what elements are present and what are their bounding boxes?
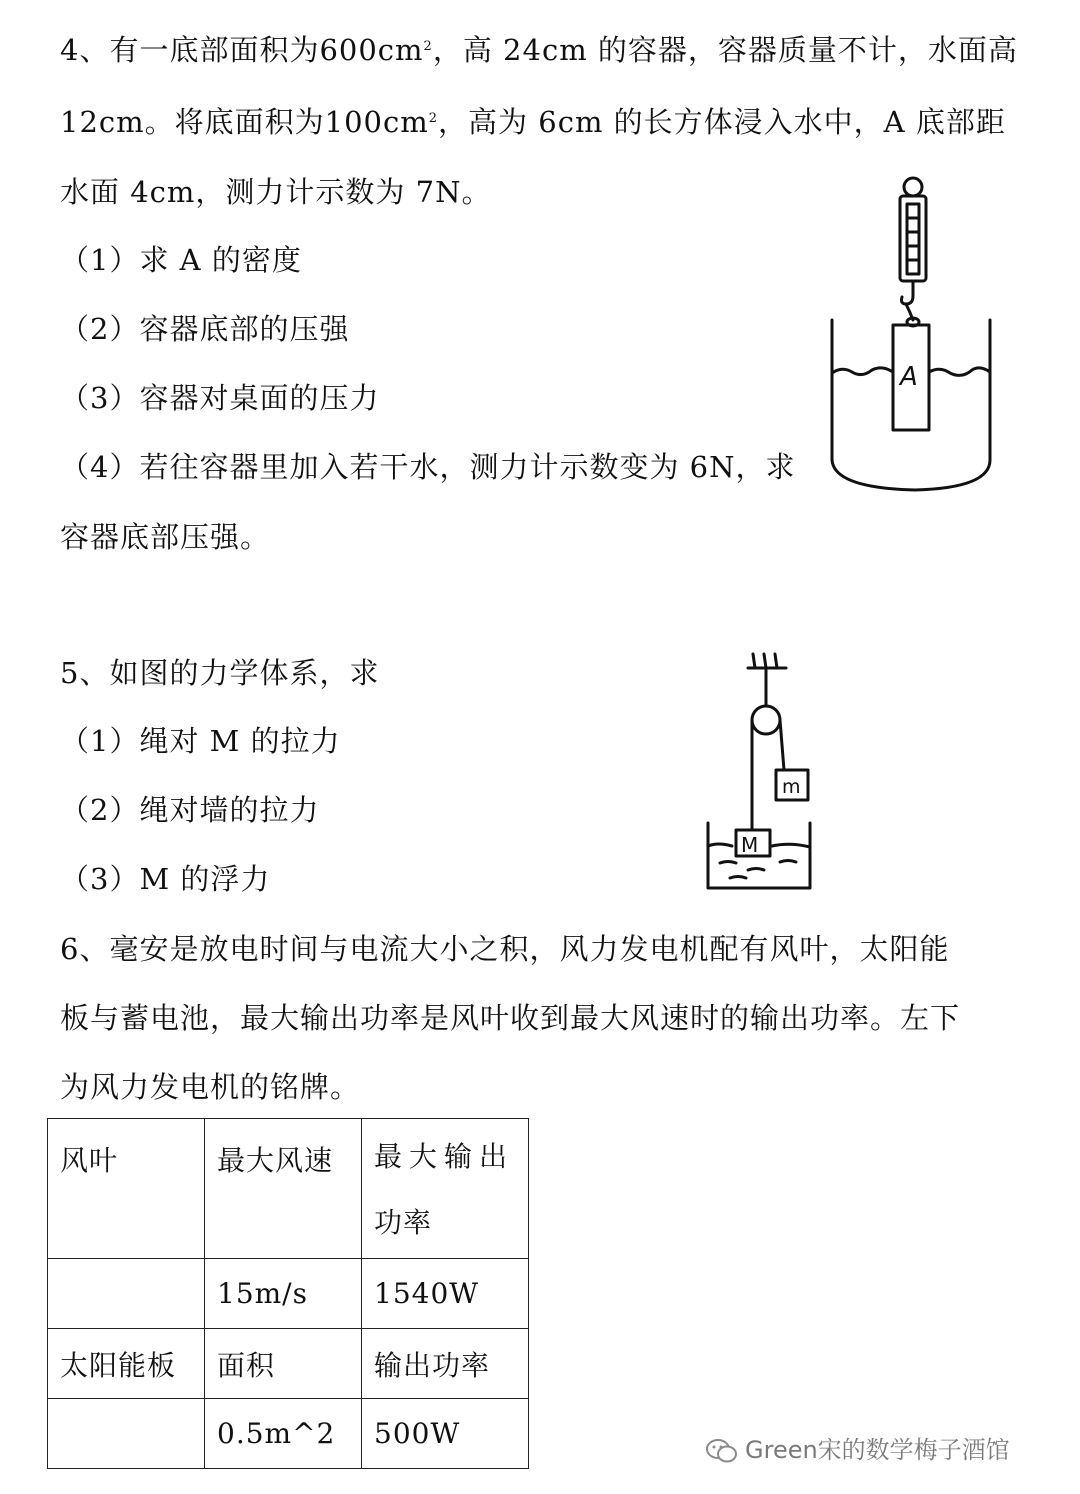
q4-superscript-2: 2 (428, 111, 439, 126)
q4-line-3: 水面 4cm，测力计示数为 7N。 (60, 175, 492, 209)
q4-line-1-part-b: ，高 24cm 的容器，容器质量不计，水面高 (432, 33, 1018, 67)
q4-line-1 (60, 32, 1018, 68)
rope-to-m-small (780, 720, 784, 770)
q4-line-2 (60, 104, 1006, 140)
container-wall (832, 320, 990, 490)
table-cell-line: 功率 (374, 1206, 433, 1239)
q4-line-1-part-a: 4、有一底部面积为600cm (60, 33, 424, 67)
table-cell-line: 最大输出 (374, 1140, 515, 1173)
q5-sub-2: （2）绳对墙的拉力 (60, 793, 320, 827)
q5-sub-1: （1）绳对 M 的拉力 (60, 724, 341, 758)
watermark-text: Green宋的数学梅子酒馆 (745, 1436, 1010, 1464)
table-cell: 500W (362, 1399, 529, 1469)
block-m-small-label: m (782, 776, 801, 798)
wechat-icon (705, 1437, 739, 1465)
table-cell: 最大风速 (205, 1119, 362, 1259)
table-cell: 输出功率 (362, 1329, 529, 1399)
table-cell: 0.5m^2 (205, 1399, 362, 1469)
block-m-big-label: M (741, 833, 759, 857)
basin-water (708, 844, 810, 847)
table-row (48, 1259, 529, 1329)
table-cell (48, 1399, 205, 1469)
generator-nameplate-table (47, 1118, 529, 1469)
table-row (48, 1119, 529, 1259)
table-row (48, 1329, 529, 1399)
table-cell: 面积 (205, 1329, 362, 1399)
q5-line-1: 5、如图的力学体系，求 (60, 656, 380, 690)
q6-line-3: 为风力发电机的铭牌。 (60, 1070, 361, 1104)
q4-sub-3: （3）容器对桌面的压力 (60, 381, 380, 415)
q4-line-2-part-b: ，高为 6cm 的长方体浸入水中，A 底部距 (438, 105, 1006, 139)
q5-sub-3: （3）M 的浮力 (60, 862, 271, 896)
q4-sub-4b: 容器底部压强。 (60, 520, 271, 554)
q6-line-2: 板与蓄电池，最大输出功率是风叶收到最大风速时的输出功率。左下 (60, 1001, 961, 1035)
table-cell: 风叶 (48, 1119, 205, 1259)
q4-superscript-1: 2 (423, 39, 433, 54)
q4-line-2-part-a: 12cm。将底面积为100cm (60, 105, 429, 139)
table-cell (362, 1119, 529, 1259)
watermark (705, 1430, 1010, 1465)
table-cell: 太阳能板 (48, 1329, 205, 1399)
scale-hook (902, 281, 914, 304)
q4-sub-2: （2）容器底部的压强 (60, 312, 350, 346)
q5-figure-pulley-system (690, 648, 830, 898)
scale-window (907, 204, 919, 274)
q4-sub-4a: （4）若往容器里加入若干水，测力计示数变为 6N，求 (60, 450, 796, 484)
q4-sub-1: （1）求 A 的密度 (60, 243, 302, 277)
table-cell: 1540W (362, 1259, 529, 1329)
table-cell (48, 1259, 205, 1329)
pulley (752, 706, 780, 734)
scale-ring (904, 178, 922, 196)
scale-body (900, 196, 926, 281)
q6-line-1: 6、毫安是放电时间与电流大小之积，风力发电机配有风叶，太阳能 (60, 932, 950, 966)
block-a-label: A (900, 362, 918, 392)
q4-figure-spring-scale-container (820, 170, 1010, 500)
table-cell: 15m/s (205, 1259, 362, 1329)
table-row (48, 1399, 529, 1469)
